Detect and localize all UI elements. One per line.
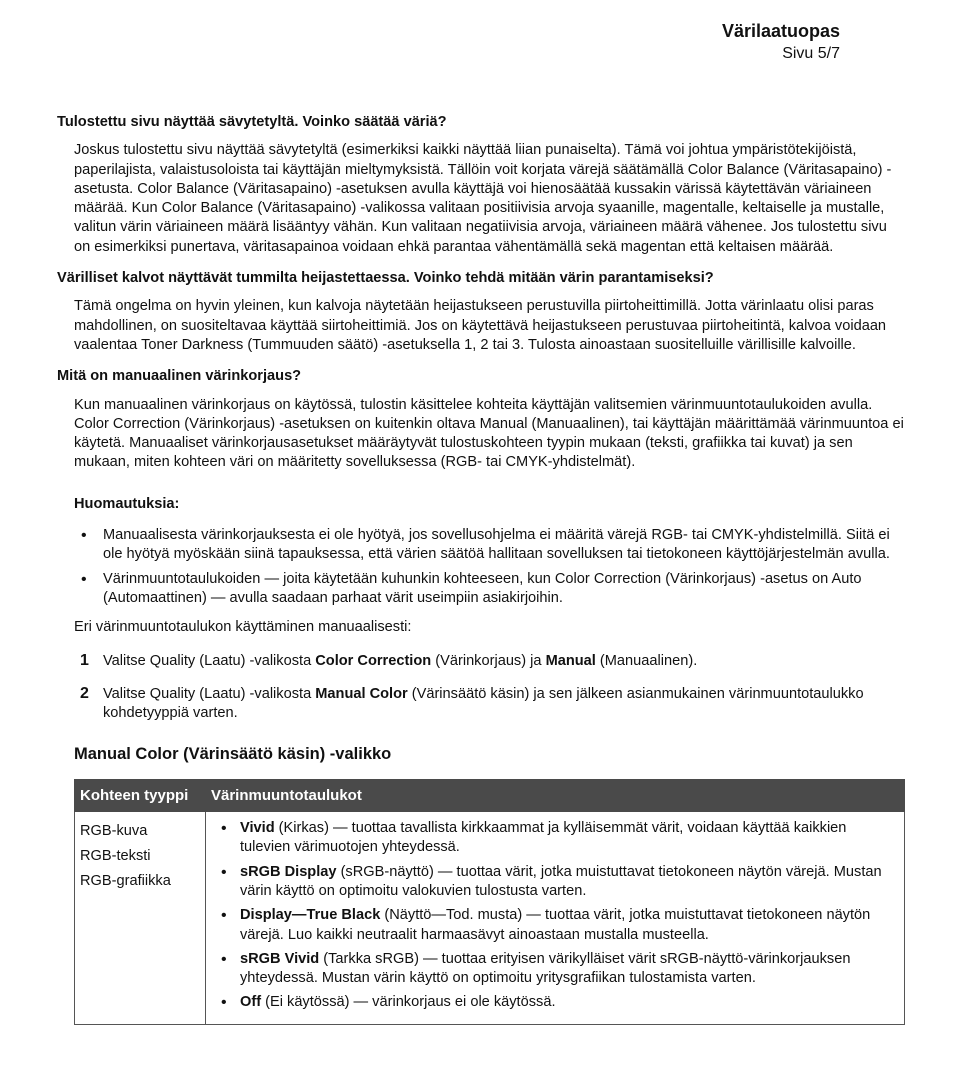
option-name: Off [240,994,262,1011]
step-text: (Värinkorjaus) ja [431,652,546,669]
conversion-tables-cell [206,812,905,1025]
answer-paragraph: Joskus tulostettu sivu näyttää sävytetyltä (esimerkiksi kaikki näyttää liian punaiselta). Tämä voi johtua ympäristötekijöistä, paperilajista, valaistusoloista tai käyttäjän mieltymyksistä. Tällöin voit korjata värejä säätämällä Color Balance (Väritasapaino) -asetusta. Color Balance (Väritasapaino) -asetuksen avulla käyttäjä voi hienosäätää kussakin värissä käytettävän väriaineen määrää. Kun Color Balance (Väritasapaino) -valikossa valitaan positiivisia arvoja syaanille, magentalle, keltaiselle ja mustalle, valitun värin väriaineen määrä lisääntyy vähän. Kun valitaan negatiivisia arvoja, väriaineen määrä vähenee. Jos tulostettu sivu on esimerkiksi punertava, väritasapainoa voidaan ehkä parantaa vähentämällä sekä magentan että keltaisen määrää. [74,142,892,255]
steps-intro: Eri värinmuuntotaulukon käyttäminen manuaalisesti: [74,619,412,636]
page-header [722,20,840,64]
answer-paragraph: Tämä ongelma on hyvin yleinen, kun kalvoja näytetään heijastukseen perustuvilla piirtoheittimillä. Jotta värinlaatu olisi paras mahdollinen, on suositeltavaa käyttää siirtoheittimiä. Jos on käytettävä heijastukseen perustuvaa piirtoheitintä, kalvoa voidaan vaalentaa Toner Darkness (Tummuuden säätö) -asetuksella 1, 2 tai 3. Tulosta ainoastaan suositelluille värillisille kalvoille. [74,298,887,353]
option-description: (Näyttö—Tod. musta) — tuottaa värit, jotka muistuttavat tietokoneen näytön värejä. Luo kaikki neutraalit harmaasävyt ainoastaan mustalla musteella. [240,907,871,943]
page-number: Sivu 5/7 [782,45,840,62]
object-type: RGB-teksti [80,848,151,865]
step-text: (Manuaalinen). [595,652,698,669]
option-name: Vivid [240,820,275,837]
step-item [74,652,907,671]
object-type: RGB-grafiikka [80,873,171,890]
note-item: • Värinmuuntotaulukoiden — joita käytetään kuhunkin kohteeseen, kun Color Correction (Värinkorjaus) -asetus on Auto (Automaattinen) — avulla saadaan parhaat värit useimpiin asiakirjoihin. [74,570,907,609]
steps-list [74,652,907,724]
object-type: RGB-kuva [80,823,148,840]
document-title: Värilaatuopas [721,21,840,41]
menu-section-title: Manual Color (Värinsäätö käsin) -valikko [74,745,392,764]
option-name: sRGB Vivid [240,950,320,967]
option-description: (sRGB-näyttö) — tuottaa värit, jotka muistuttavat tietokoneen näytön värejä. Mustan värin käyttö on optimoitu valokuvien tulostusta varten. [240,863,882,899]
table-row [75,812,905,1025]
option-name: sRGB Display [240,863,337,880]
option-description: (Ei käytössä) — värinkorjaus ei ole käytössä. [261,994,556,1011]
conversion-option [211,993,899,1012]
notes-list [74,526,907,608]
manual-color-table [74,779,905,1025]
step-text: (Värinsäätö käsin) ja sen jälkeen asianmukainen värinmuuntotaulukko kohdetyyppiä varten. [103,685,864,722]
step-option: Manual [545,652,596,669]
note-item: • Manuaalisesta värinkorjauksesta ei ole hyötyä, jos sovellusohjelma ei määritä värejä RGB- tai CMYK-yhdistelmillä. Siitä ei ole hyötyä myöskään siinä tapauksessa, että värien säätöä hallitaan sovelluksen tai tietokoneen käyttöjärjestelmän avulla. [74,526,907,565]
document-body [57,113,907,1025]
column-header-conversion-tables: Värinmuuntotaulukot [206,779,905,811]
conversion-options-list [211,819,899,1013]
column-header-object-type: Kohteen tyyppi [75,779,206,811]
conversion-option [211,863,899,902]
step-text: Valitse Quality (Laatu) -valikosta [103,652,316,669]
step-number: 1 [80,651,89,669]
question-heading: Tulostettu sivu näyttää sävytetyltä. Voinko säätää väriä? [57,114,447,130]
step-option: Manual Color [315,685,408,702]
step-item [74,685,907,724]
notes-title: Huomautuksia: [74,495,180,512]
conversion-option [211,819,899,858]
answer-paragraph: Kun manuaalinen värinkorjaus on käytössä, tulostin käsittelee kohteita käyttäjän valitsemien värinmuuntotaulukoiden avulla. Color Correction (Värinkorjaus) -asetuksen on kuitenkin oltava Manual (Manuaalinen), tai käyttäjän määrittämää värinmuuntoa ei käytetä. Manuaaliset värinkorjausasetukset määräytyvät tulostuskohteen tyypin mukaan (teksti, grafiikka tai kuvat) ja sen mukaan, miten kohteen väri on määritetty sovelluksessa (RGB- tai CMYK-yhdistelmät). [74,396,904,471]
step-number: 2 [80,684,89,702]
conversion-option [211,950,899,989]
option-name: Display—True Black [240,907,381,924]
step-text: Valitse Quality (Laatu) -valikosta [103,685,316,702]
option-description: (Tarkka sRGB) — tuottaa erityisen värikylläiset värit sRGB-näyttö-värinkorjauksen yhteydessä. Mustan värin käyttö on optimoitu yritysgrafiikan tulostamista varten. [240,950,851,987]
option-description: (Kirkas) — tuottaa tavallista kirkkaammat ja kylläisemmät värit, voidaan käyttää kaikkien tulevien värimuotojen yhteydessä. [240,820,847,856]
question-heading: Mitä on manuaalinen värinkorjaus? [57,368,302,385]
step-option: Color Correction [315,652,432,669]
conversion-option [211,906,899,945]
object-types-cell [75,812,206,1025]
question-heading: Värilliset kalvot näyttävät tummilta heijastettaessa. Voinko tehdä mitään värin parantamiseksi? [57,270,714,287]
